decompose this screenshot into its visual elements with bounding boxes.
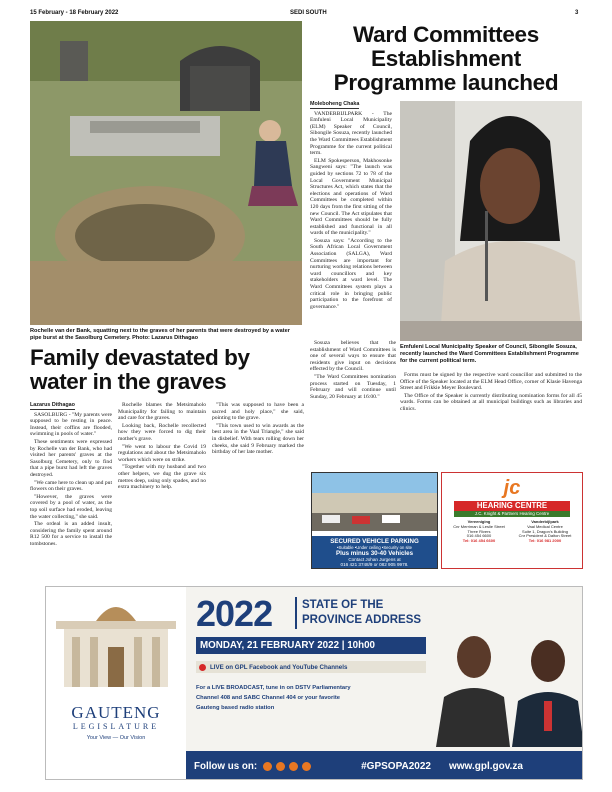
ward-paragraph: ELM Spokesperson, Makhosonke Sangweni says: "The launch was guided by sections 72 to 78 of the Local Government Municipal Structures Act, which states that the elections and operations of Ward Committees be completed within 120 days from the first sitting of the new Council. The Act stipulates that Ward Committees should be fully established and functional in all wards of the municipality." — [310, 157, 392, 237]
sopa-divider — [295, 597, 297, 629]
legislature-building-icon — [46, 587, 186, 697]
hearing-branch-left — [448, 520, 510, 544]
youtube-icon[interactable] — [302, 762, 311, 771]
family-headline: Family devastated by water in the graves — [30, 345, 250, 394]
sopa-title-line2: PROVINCE ADDRESS — [302, 614, 422, 626]
family-article-col-3 — [212, 402, 304, 457]
sopa-live-row — [196, 661, 426, 673]
facebook-icon[interactable] — [263, 762, 272, 771]
family-paragraph: "We came here to clean up and put flowers on their graves. — [30, 479, 112, 493]
hearing-branch-left-name: Vereeniging — [467, 519, 491, 524]
hearing-right-phone: Tel: 016 981 2000 — [528, 538, 562, 544]
sopa-live-text: LIVE on GPL Facebook and YouTube Channels — [210, 663, 348, 671]
page-number: 3 — [575, 10, 579, 16]
family-paragraph: Rochelle blames the Metsimaholo Municipality for failing to maintain and care for the graves. — [118, 402, 206, 422]
parking-features: •Suitable •Under ceiling •Security on site — [337, 545, 412, 550]
family-paragraph: "Together with my husband and two other helpers, we dug the grave six metres deep, using only spades, and no extra machinery to help. — [118, 464, 206, 491]
ward-paragraph: Forms must be signed by the respective ward councillor and submitted to the Office of the Speaker located at the ELM Head Office, corner of Klasie Havenga Street and Frikkie Meyer Boulevard. — [400, 372, 582, 392]
sopa-hashtag: #GPSOPA2022 — [361, 760, 431, 772]
ward-article-col-3 — [400, 372, 582, 414]
gpl-website-link[interactable]: www.gpl.gov.za — [448, 760, 523, 772]
sopa-year: 2022 — [196, 593, 273, 634]
ward-article-col-1 — [310, 101, 392, 311]
family-article-col-1 — [30, 402, 112, 548]
sopa-broadcast-line: Gauteng based radio station — [196, 705, 275, 711]
hearing-address-line: Suite 1, Dragon's Building — [522, 528, 568, 534]
hearing-ad — [441, 472, 583, 569]
parking-contact: Contact Johan Jurgens at — [348, 557, 401, 562]
cemetery-illustration — [30, 21, 302, 325]
paper-name: SEDI SOUTH — [290, 10, 327, 16]
hearing-subtitle: J.C. Knight & Partners Hearing Centre — [454, 511, 570, 517]
hearing-branch-right — [514, 520, 576, 544]
speaker-illustration — [400, 101, 582, 341]
ward-paragraph: Sosuza believes that the establishment of Ward Committees is one of several ways to ensure that residents give input on decisions effected by the Council. — [310, 340, 396, 373]
parking-phones: 016 421 3748/9 or 082 905 9978. — [340, 562, 409, 568]
sopa-ad — [45, 586, 583, 780]
sopa-broadcast-line: Channel 408 and SABC Channel 404 or your favorite — [196, 695, 340, 701]
sopa-footer — [186, 751, 583, 780]
speaker-photo-caption: Emfuleni Local Municipality Speaker of Council, Sibongile Sosuza, recently launched the Ward Committees Establishment Programme for the current political term. — [400, 344, 579, 364]
parking-capacity: Plus minus 30-40 Vehicles — [335, 550, 414, 557]
hearing-name: HEARING CENTRE — [454, 501, 570, 511]
cemetery-photo-caption: Rochelle van der Bank, squatting next to the graves of her parents that were destroyed by a water pipe burst at the Sasolburg Cemetery. Photo: Lazarus Dithagao — [30, 328, 290, 341]
family-paragraph: "This town used to win awards as the best area in the Vaal Triangle," she said in disbelief. With tears rolling down her cheeks, she said 9 February marked the birthday of her late mother. — [212, 422, 304, 456]
sopa-broadcast — [196, 683, 426, 713]
officials-portraits — [436, 627, 583, 747]
parking-ad — [311, 472, 438, 569]
family-paragraph: "We went to labour the Covid 19 regulations and about the Metsimaholo workers which were on strike. — [118, 443, 206, 463]
hearing-logo: jc — [503, 477, 521, 499]
ward-byline: Moleboheng Chaka — [310, 101, 360, 107]
play-icon — [199, 664, 206, 671]
family-paragraph: The ordeal is an added insult, considering the family spent around R12 500 for a service to install the tombstones. — [30, 521, 112, 547]
ward-headline: Ward Committees Establishment Programme launched — [333, 22, 559, 95]
twitter-icon[interactable] — [276, 762, 285, 771]
ward-article-col-2 — [310, 340, 396, 401]
family-paragraph: These sentiments were expressed by Rochelle van der Bank, who had visited her parents' graves at the Sasolburg Cemetery, only to find that a pipe burst had left the graves destroyed. — [30, 438, 112, 478]
gpl-tagline: Your View — Our Vision — [86, 735, 146, 741]
parking-title: SECURED VEHICLE PARKING — [330, 538, 419, 545]
sopa-broadcast-line: For a LIVE BROADCAST, tune in on DSTV Parliamentary — [196, 685, 351, 691]
speaker-photo — [400, 101, 582, 341]
hearing-branch-right-name: Vanderbijlpark — [531, 519, 559, 524]
gpl-brand-panel — [46, 587, 186, 780]
hearing-address-line: Vaal Medical Centre — [527, 523, 563, 529]
cemetery-photo — [30, 21, 302, 325]
hearing-address-line: Cnr Merriman & Leslie Street — [453, 523, 505, 529]
instagram-icon[interactable] — [289, 762, 298, 771]
family-paragraph: SASOLBURG - "My parents were supposed to be resting in peace. Instead, their coffins are flooded, swimming in pools of water." — [30, 411, 112, 438]
hearing-address-line: Three Rivers — [467, 528, 491, 534]
ward-paragraph: "The Ward Committees nomination process started on Tuesday, 1 February and will continue until Sunday, 20 February at 16:00." — [310, 373, 396, 400]
hearing-left-phone: Tel: 016 454 6600 — [462, 538, 496, 544]
gpl-brand-name: GAUTENG — [71, 703, 161, 722]
ward-paragraph: The Office of the Speaker is currently distributing nomination forms for all 45 wards. Forms can be obtained at all municipal buildings such as libraries and clinics. — [400, 392, 582, 412]
follow-label: Follow us on: — [194, 760, 258, 772]
hearing-address-line: 016 454 6600 — [466, 533, 492, 539]
family-article-col-2 — [118, 402, 206, 492]
family-paragraph: "However, the graves were covered by a pool of water, as the top soil surface had eroded, leaving the water collecting," she said. — [30, 493, 112, 520]
family-paragraph: Looking back, Rochelle recollected how they were forced to dig their mother's grave. — [118, 422, 206, 442]
family-paragraph: "This was supposed to have been a sacred and holy place," she said, pointing to the grave. — [212, 402, 304, 422]
sopa-title-line1: STATE OF THE — [302, 599, 384, 611]
issue-date: 15 February - 18 February 2022 — [30, 10, 119, 16]
hearing-address-line: Cnr President & Dalton Street — [518, 533, 572, 539]
ward-paragraph: VANDERBIJLPARK - The Emfuleni Local Municipality (ELM) Speaker of Council, Sibongile Sosuza, recently launched the Ward Committees Establishment Programme for the current political term. — [310, 110, 392, 157]
parking-illustration — [312, 473, 438, 531]
ward-paragraph: Sosuza says: "According to the South African Local Government Association (SALGA), Ward Committees are important for nurturing working relations between ward councillors and key stakeholders at ward level. The Ward Committees system plays a critical role in bringing public participation to the forefront of governance." — [310, 237, 392, 310]
gpl-brand-sub: LEGISLATURE — [72, 722, 160, 731]
sopa-date-bar: MONDAY, 21 FEBRUARY 2022 | 10h00 — [196, 637, 426, 654]
family-byline: Lazarus Dithagao — [30, 402, 75, 408]
